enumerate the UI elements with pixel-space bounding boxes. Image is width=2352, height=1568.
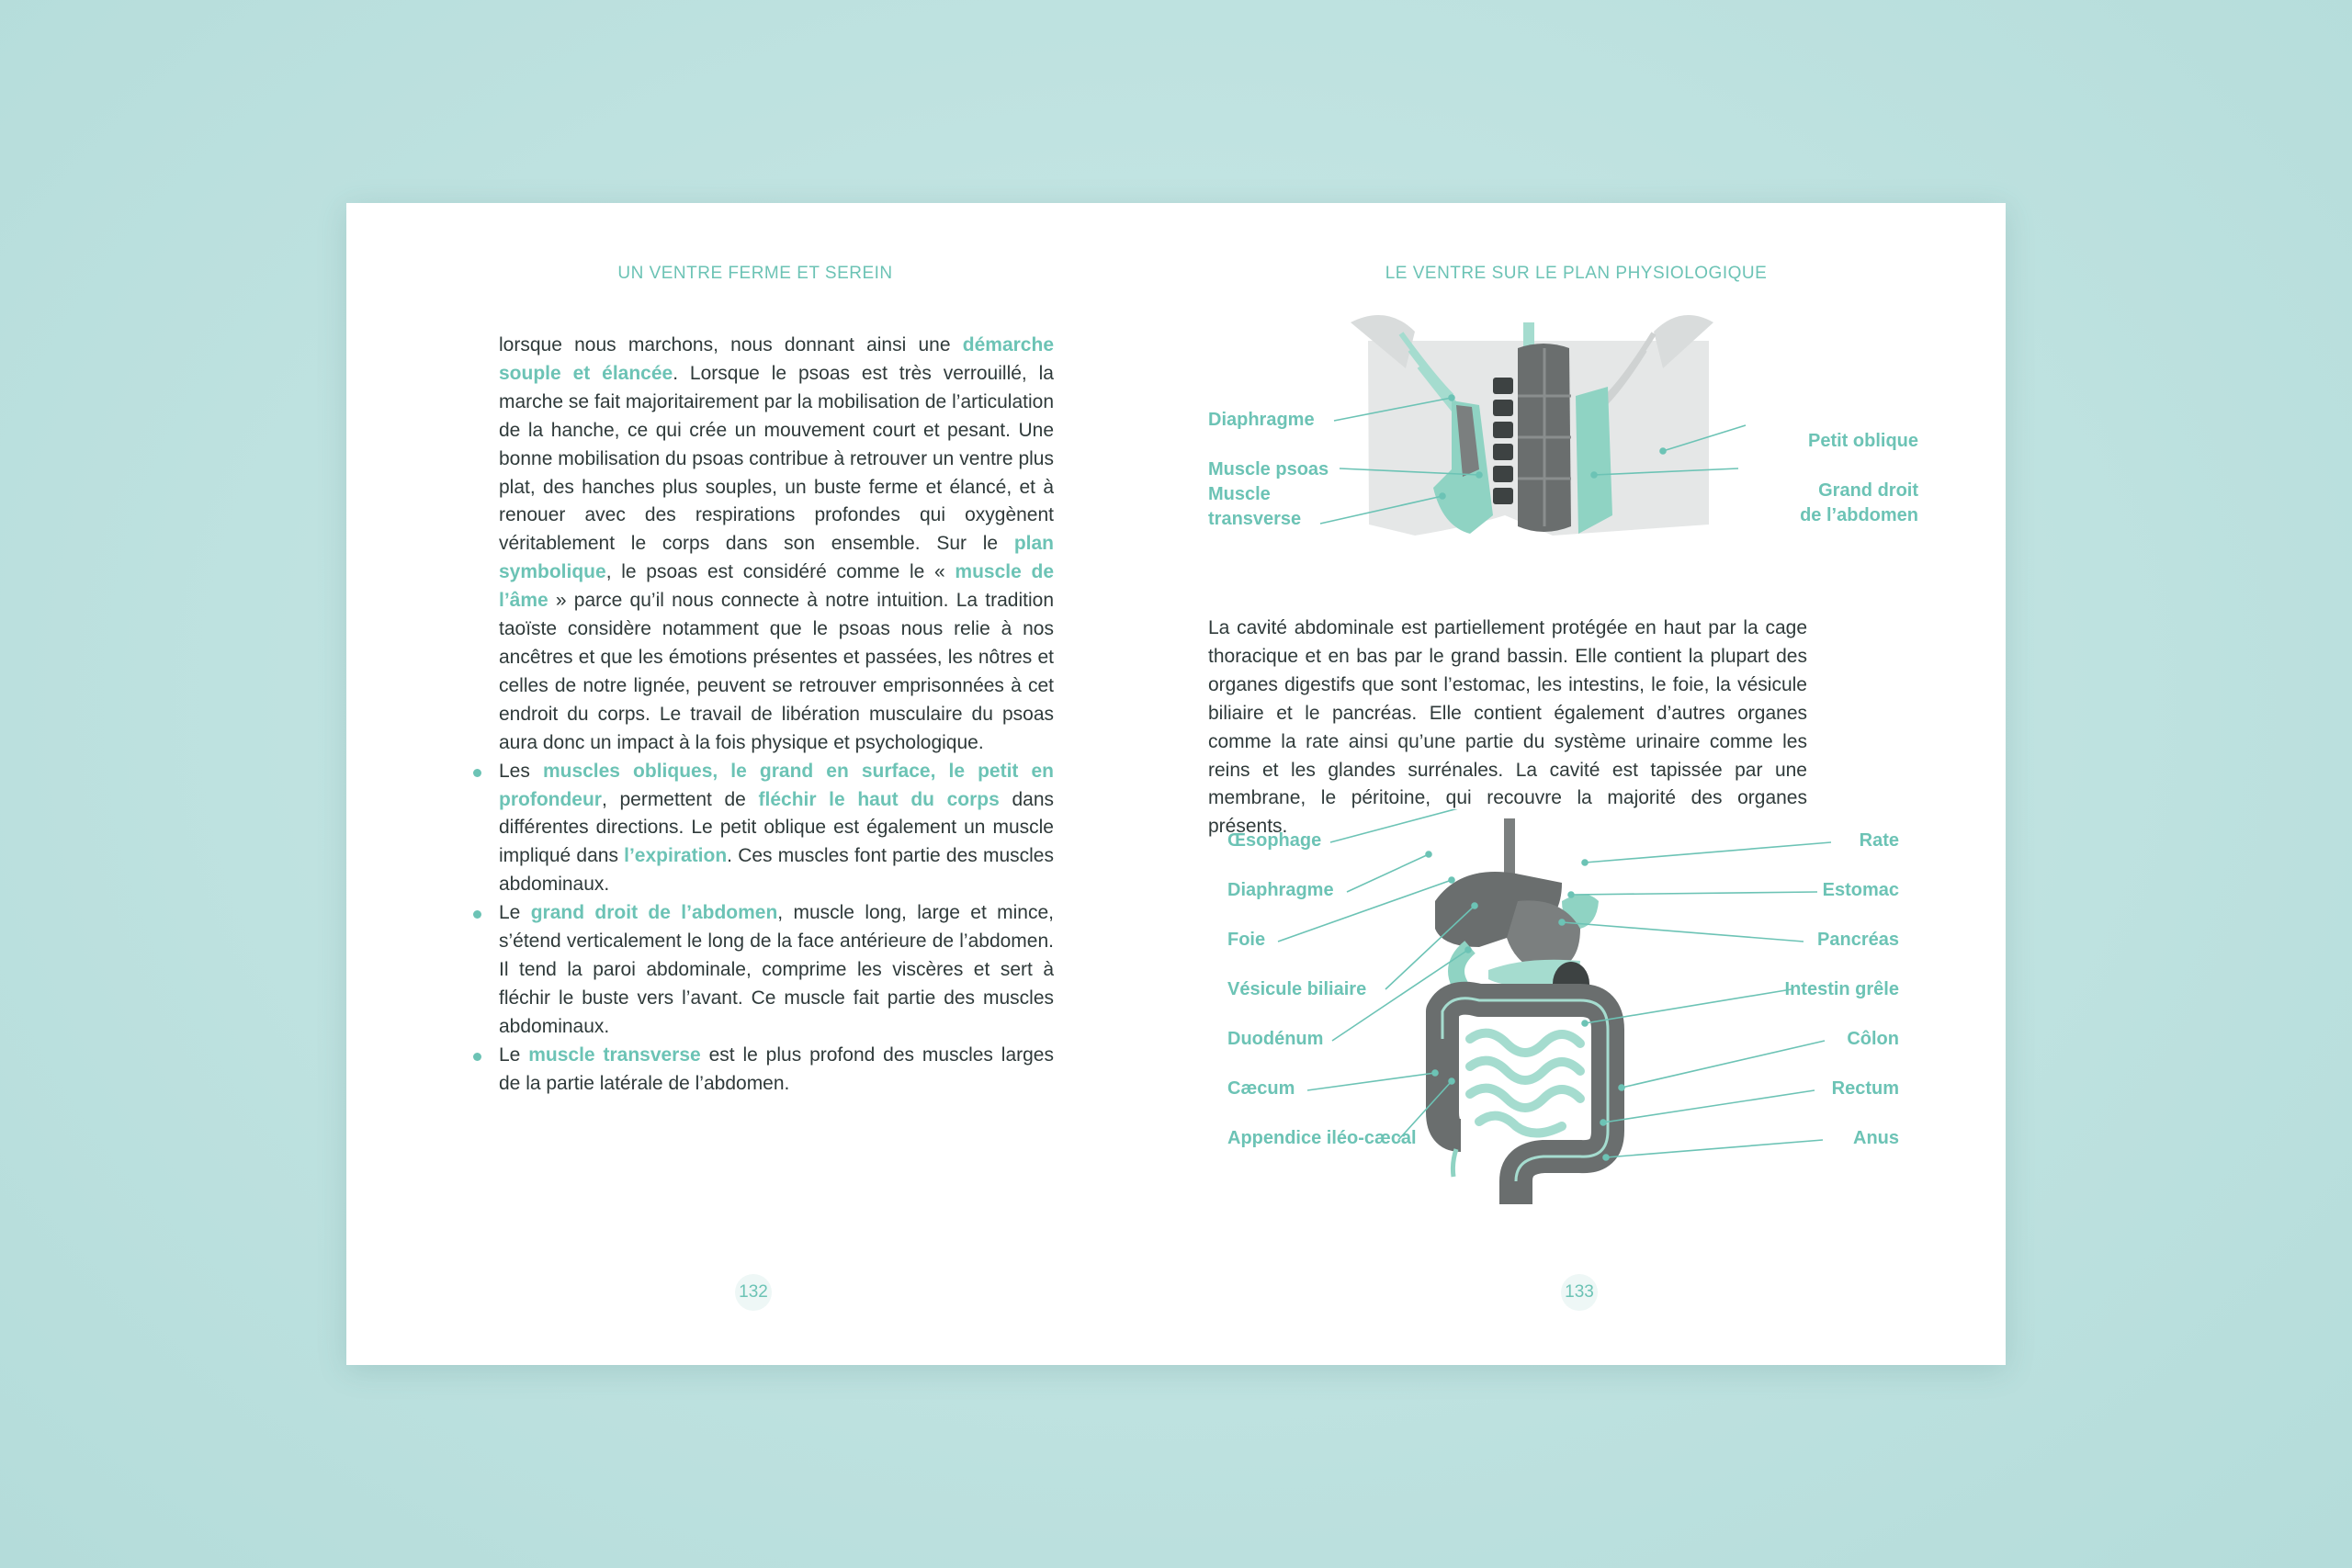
digestive-organs-illustration: [1176, 809, 2006, 1213]
page-number-left: 132: [735, 1274, 772, 1311]
text-run: , le psoas est considéré comme le «: [605, 561, 956, 583]
text-run: . Ces muscles font partie des muscles abdominaux.: [499, 845, 1054, 896]
highlight-term: démarche souple et élancée: [499, 334, 1054, 384]
highlight-term: plan symbolique: [499, 533, 1054, 583]
label-grand-droit-2: de l’abdomen: [1800, 505, 1918, 525]
highlight-term: muscle transverse: [528, 1043, 701, 1066]
page-number-right: 133: [1561, 1274, 1598, 1311]
text-run: Les: [499, 760, 543, 782]
text-run: , permettent de: [601, 788, 759, 810]
label-petit-oblique: Petit oblique: [1808, 431, 1918, 451]
label-anus: Anus: [1853, 1128, 1899, 1148]
label-psoas: Muscle psoas: [1208, 459, 1329, 479]
label-caecum: Cæcum: [1227, 1078, 1295, 1099]
label-colon: Côlon: [1847, 1029, 1899, 1049]
label-pancreas: Pancréas: [1817, 930, 1899, 950]
label-estomac: Estomac: [1822, 880, 1899, 900]
label-diaphragme: Diaphragme: [1208, 410, 1315, 430]
text-run: Le: [499, 1043, 529, 1066]
label-intestin-grele: Intestin grêle: [1784, 979, 1899, 999]
bullet-transverse: [499, 1042, 1054, 1099]
label-grand-droit-1: Grand droit: [1818, 480, 1918, 501]
label-rectum: Rectum: [1831, 1078, 1899, 1099]
highlight-term: muscles obliques, le grand en surface, le petit en profondeur: [499, 760, 1054, 810]
text-run: Le: [499, 902, 531, 924]
label-appendice: Appendice iléo-cæcal: [1227, 1128, 1417, 1148]
label-transverse-2: transverse: [1208, 509, 1302, 529]
label-diaphragme-organs: Diaphragme: [1227, 880, 1334, 900]
text-run: » parce qu’il nous connecte à notre intuition. La tradition taoïste considère notamment que le psoas nous relie à nos ancêtres et que les émotions présentes et passées, les nôtres et celles de notre lignée, peuvent se retrouver emprisonnées à cet endroit du corps. Le travail de libération musculaire du psoas aura donc un impact à la fois physique et psychologique.: [499, 590, 1054, 753]
text-run: dans différentes directions. Le petit oblique est également un muscle impliqué dans: [499, 788, 1054, 867]
small-intestine: [1470, 1033, 1580, 1134]
left-page: [346, 203, 1176, 1365]
highlight-term: l’expiration: [624, 845, 728, 867]
text-run: lorsque nous marchons, nous donnant ainsi une: [499, 334, 963, 355]
highlight-term: fléchir le haut du corps: [758, 788, 1000, 810]
right-body-text: La cavité abdominale est partiellement protégée en haut par la cage thoracique et en bas par le grand bassin. Elle contient la plupart des organes digestifs que sont l’estomac, les intestins, le foie, la vésicule biliaire et le pancréas. Elle contient également d’autres organes comme la rate ainsi qu’une partie du système urinaire comme les reins et les glandes surrénales. La cavité est tapissée par une membrane, le péritoine, qui recouvre la majorité des organes présents.: [1208, 617, 1807, 838]
text-run: est le plus profond des muscles larges de la partie latérale de l’abdomen.: [499, 1043, 1054, 1094]
bullet-obliques: [499, 758, 1054, 900]
abdominal-muscles-illustration: [1176, 313, 2006, 570]
label-rate: Rate: [1859, 830, 1899, 851]
right-page: [1176, 203, 2006, 1365]
text-run: , muscle long, large et mince, s’étend verticalement le long de la face antérieure de l’abdomen. Il tend la paroi abdominale, comprime les viscères et sert à fléchir le buste vers l’avant. Ce muscle fait partie des muscles abdominaux.: [499, 902, 1054, 1037]
book-spread: [346, 203, 2006, 1365]
running-head-left: UN VENTRE FERME ET SEREIN: [617, 264, 893, 283]
running-head-right: LE VENTRE SUR LE PLAN PHYSIOLOGIQUE: [1385, 264, 1768, 283]
label-oesophage: Œsophage: [1227, 830, 1322, 851]
highlight-term: grand droit de l’abdomen: [530, 902, 778, 924]
left-body-text: [499, 332, 1054, 1098]
paragraph-psoas: [499, 332, 1054, 758]
highlight-term: muscle de l’âme: [499, 561, 1054, 612]
label-vesicule: Vésicule biliaire: [1227, 979, 1367, 999]
label-duodenum: Duodénum: [1227, 1029, 1324, 1049]
label-transverse-1: Muscle: [1208, 484, 1271, 504]
label-foie: Foie: [1227, 930, 1266, 950]
text-run: . Lorsque le psoas est très verrouillé, la marche se fait majoritairement par la mobilisation de l’articulation de la hanche, ce qui crée un mouvement court et pesant. Une bonne mobilisation du psoas contribue à retrouver un ventre plus plat, des hanches plus souples, un buste ferme et élancé, et à renouer avec des respirations profondes qui oxygènent véritablement le corps dans son ensemble. Sur le: [499, 362, 1054, 555]
bullet-grand-droit: [499, 899, 1054, 1042]
